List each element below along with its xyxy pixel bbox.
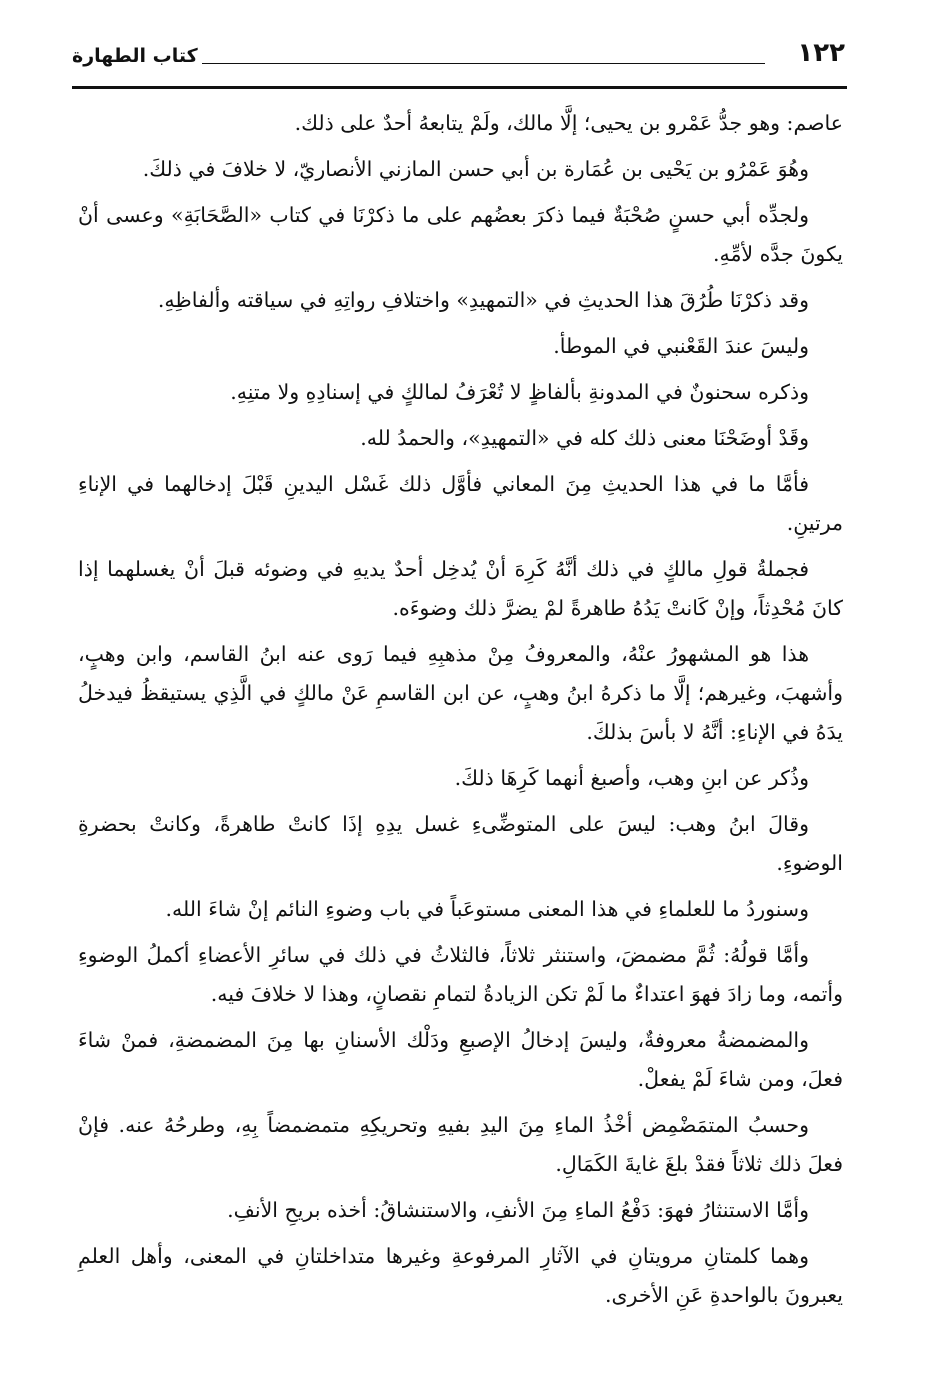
paragraph: وأمَّا قولُهُ: ثُمَّ مضمضَ، واستنثر ثلاثاً، فالثلاثُ في ذلك في سائرِ الأعضاءِ أكملُ الوضوءِ وأتمه، وما زادَ فهوَ اعتداءٌ ما لَمْ تكن الزيادةُ لتمامِ نقصانٍ، وهذا لا خلافَ فيه. bbox=[78, 943, 843, 1006]
book-title: كتاب الطهارة bbox=[72, 45, 198, 67]
page-number: ١٢٢ bbox=[797, 38, 845, 68]
paragraph: والمضمضةُ معروفةٌ، وليسَ إدخالُ الإصبعِ ودَلْك الأسنانِ بها مِنَ المضمضةِ، فمنْ شاءَ فعلَ، ومن شاءَ لَمْ يفعلْ. bbox=[78, 1028, 843, 1091]
paragraph: وهما كلمتانِ مرويتانِ في الآثارِ المرفوعةِ وغيرها متداخلتانِ في المعنى، وأهل العلمِ يعبرونَ بالواحدةِ عَنِ الأخرى. bbox=[78, 1244, 843, 1307]
paragraph: وهُوَ عَمْرُو بن يَحْيى بن عُمَارة بن أبي حسن المازني الأنصاريّ، لا خلافَ في ذلكَ. bbox=[142, 157, 809, 181]
paragraph: وليسَ عندَ القَعْنبي في الموطأ. bbox=[553, 334, 809, 358]
paragraph: وأمَّا الاستنثارُ فهوَ: دَفْعُ الماءِ مِنَ الأنفِ، والاستنشاقُ: أخذه بريحِ الأنفِ. bbox=[227, 1198, 809, 1222]
paragraph: فأمَّا ما في هذا الحديثِ مِنَ المعاني فأوَّل ذلك غَسْل اليدينِ قَبْلَ إدخالهما في الإناءِ مرتينِ. bbox=[78, 472, 843, 535]
paragraph: وسنوردُ ما للعلماءِ في هذا المعنى مستوعَباً في باب وضوءِ النائم إنْ شاءَ الله. bbox=[165, 897, 809, 921]
running-header bbox=[72, 36, 845, 76]
header-divider-short bbox=[202, 63, 765, 64]
paragraph: هذا هو المشهورُ عنْهُ، والمعروفُ مِنْ مذهبِهِ فيما رَوى عنه ابنُ القاسم، وابن وهبٍ، وأشهبَ، وغيرهم؛ إلَّا ما ذكرهُ ابنُ وهبٍ، عن ابن القاسمِ عَنْ مالكٍ في الَّذِي يستيقظُ فيدخلُ يدَهُ في الإناءِ: أنَّهُ لا بأسَ بذلكَ. bbox=[78, 642, 843, 744]
paragraph: وقَدْ أوضَحْنَا معنى ذلك كله في «التمهيدِ»، والحمدُ لله. bbox=[360, 426, 809, 450]
header-rule bbox=[72, 86, 847, 89]
paragraph: عاصم: وهو جدُّ عَمْرو بن يحيى؛ إلَّا مالك، ولَمْ يتابعهُ أحدٌ على ذلك. bbox=[294, 111, 843, 135]
paragraph: وذكره سحنونٌ في المدونةِ بألفاظٍ لا تُعْرَفُ لمالكٍ في إسنادِهِ ولا متنِهِ. bbox=[230, 380, 809, 404]
paragraph: وذُكر عن ابنِ وهب، وأصبغ أنهما كَرِهَا ذلكَ. bbox=[454, 766, 809, 790]
body-text bbox=[78, 104, 843, 1322]
paragraph: وقالَ ابنُ وهب: ليسَ على المتوضِّىءِ غسل يدِهِ إذَا كانتْ طاهرةً، وكانتْ بحضرةِ الوضوءِ. bbox=[78, 812, 843, 875]
paragraph: وقد ذكرْنَا طُرُقَ هذا الحديثِ في «التمهيدِ» واختلافِ رواتِهِ في سياقته وألفاظِهِ. bbox=[157, 288, 809, 312]
paragraph: وحسبُ المتمَضْمِض أخْذُ الماءِ مِنَ اليدِ بفيهِ وتحريكِهِ متمضمضاً بِهِ، وطرحُهُ عنه. فإنْ فعلَ ذلك ثلاثاً فقدْ بلغَ غايةَ الكَمَالِ. bbox=[78, 1113, 843, 1176]
paragraph: فجملةُ قولِ مالكٍ في ذلك أنَّهُ كَرِهَ أنْ يُدخِل أحدٌ يديهِ في وضوئه قبلَ أنْ يغسلهما إذا كانَ مُحْدِثاً، وإنْ كَانتْ يَدُهُ طاهرةً لمْ يضرَّ ذلك وضوءَه. bbox=[78, 557, 843, 620]
paragraph: ولجدِّه أبي حسنٍ صُحْبَةٌ فيما ذكرَ بعضُهم على ما ذكرْنَا في كتاب «الصَّحَابَةِ» وعسى أنْ يكونَ جدَّه لأمِّهِ. bbox=[78, 203, 843, 266]
